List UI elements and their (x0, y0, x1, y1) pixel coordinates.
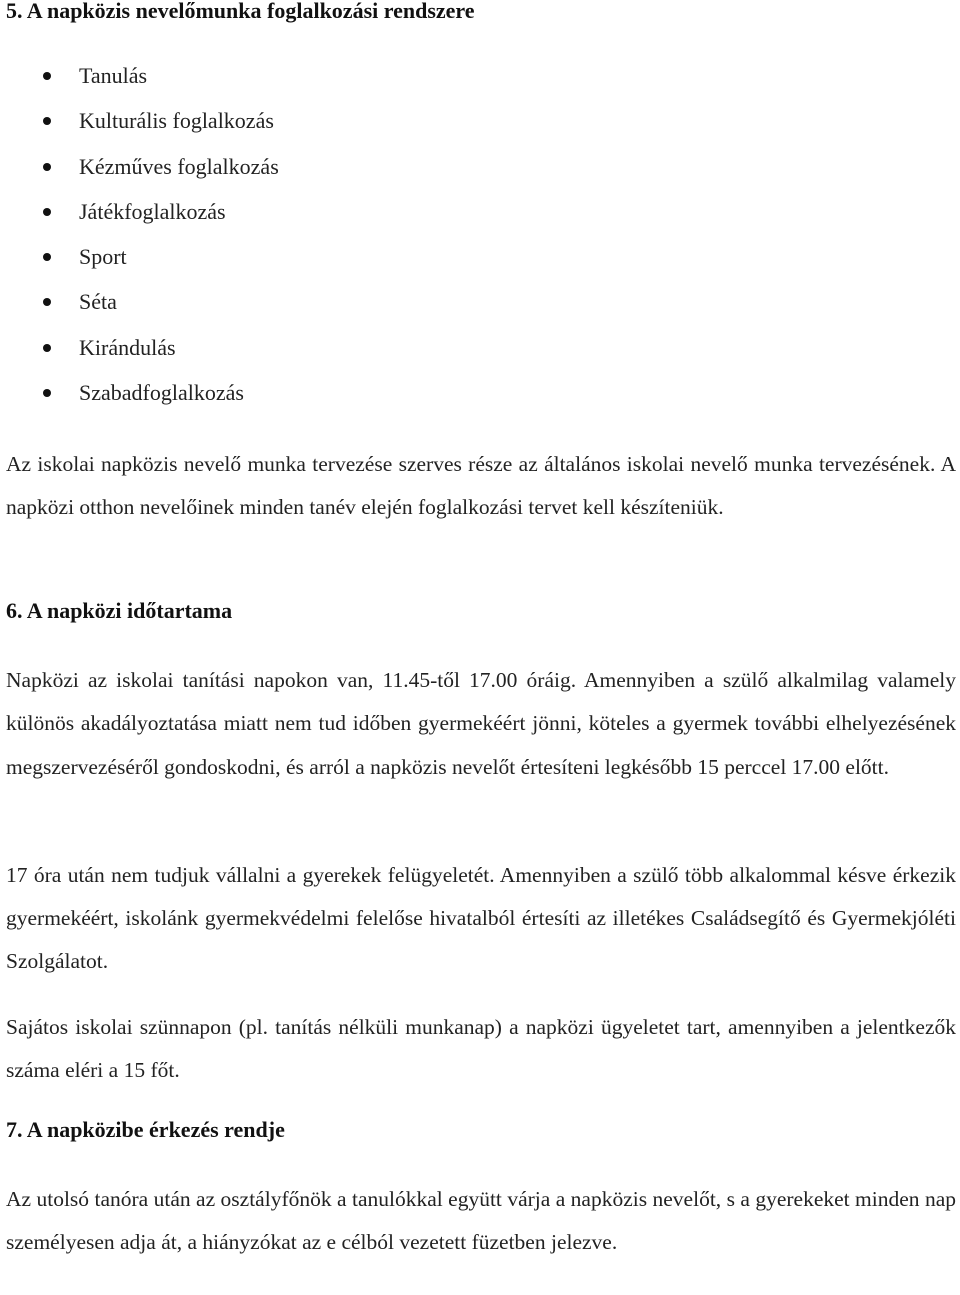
section-6-paragraph-late-pickup: 17 óra után nem tudjuk vállalni a gyerekek felügyeletét. Amennyiben a szülő több alkalommal késve érkezik gyermekéért, iskolánk gyermekvédelmi felelőse hivatalból értesíti az illetékes Családsegítő és Gyermekjóléti Szolgálatot. (6, 863, 956, 973)
section-5-heading: 5. A napközis nevelőmunka foglalkozási rendszere (6, 0, 475, 23)
bullet-icon (43, 163, 51, 171)
section-6-paragraph-hours: Napközi az iskolai tanítási napokon van, 11.45-től 17.00 óráig. Amennyiben a szülő alkalmilag valamely különös akadályoztatása miatt nem tud időben gyermekéért jönni, köteles a gyermek további elhelyezésének megszervezéséről gondoskodni, és arról a napközis nevelőt értesíteni legkésőbb 15 perccel 17.00 előtt. (6, 668, 956, 779)
section-7-paragraph: Az utolsó tanóra után az osztályfőnök a tanulókkal együtt várja a napközis nevelőt, s a gyerekeket minden nap személyesen adja át, a hiányzókat az e célból vezetett füzetben jelezve. (6, 1187, 956, 1254)
bullet-icon (43, 72, 51, 80)
section-6-paragraph-holiday: Sajátos iskolai szünnapon (pl. tanítás nélküli munkanap) a napközi ügyeletet tart, amennyiben a jelentkezők száma eléri a 15 főt. (6, 1015, 956, 1082)
list-item-label: Sport (79, 244, 127, 270)
section-7-heading: 7. A napközibe érkezés rendje (6, 1117, 285, 1142)
bullet-icon (43, 298, 51, 306)
list-item-label: Kézműves foglalkozás (79, 153, 279, 179)
list-item-label: Játékfoglalkozás (79, 198, 226, 224)
bullet-icon (43, 117, 51, 125)
bullet-icon (43, 389, 51, 397)
list-item-label: Szabadfoglalkozás (79, 380, 244, 406)
section-5-paragraph: Az iskolai napközis nevelő munka tervezése szerves része az általános iskolai nevelő munka tervezésének. A napközi otthon nevelőinek minden tanév elején foglalkozási tervet kell készíteniük. (6, 452, 956, 519)
section-6-heading: 6. A napközi időtartama (6, 598, 233, 623)
list-item-label: Séta (79, 289, 117, 315)
bullet-icon (43, 344, 51, 352)
bullet-icon (43, 253, 51, 261)
bullet-icon (43, 208, 51, 216)
list-item-label: Tanulás (79, 63, 148, 88)
list-item-label: Kulturális foglalkozás (79, 108, 274, 134)
list-item-label: Kirándulás (79, 334, 176, 360)
